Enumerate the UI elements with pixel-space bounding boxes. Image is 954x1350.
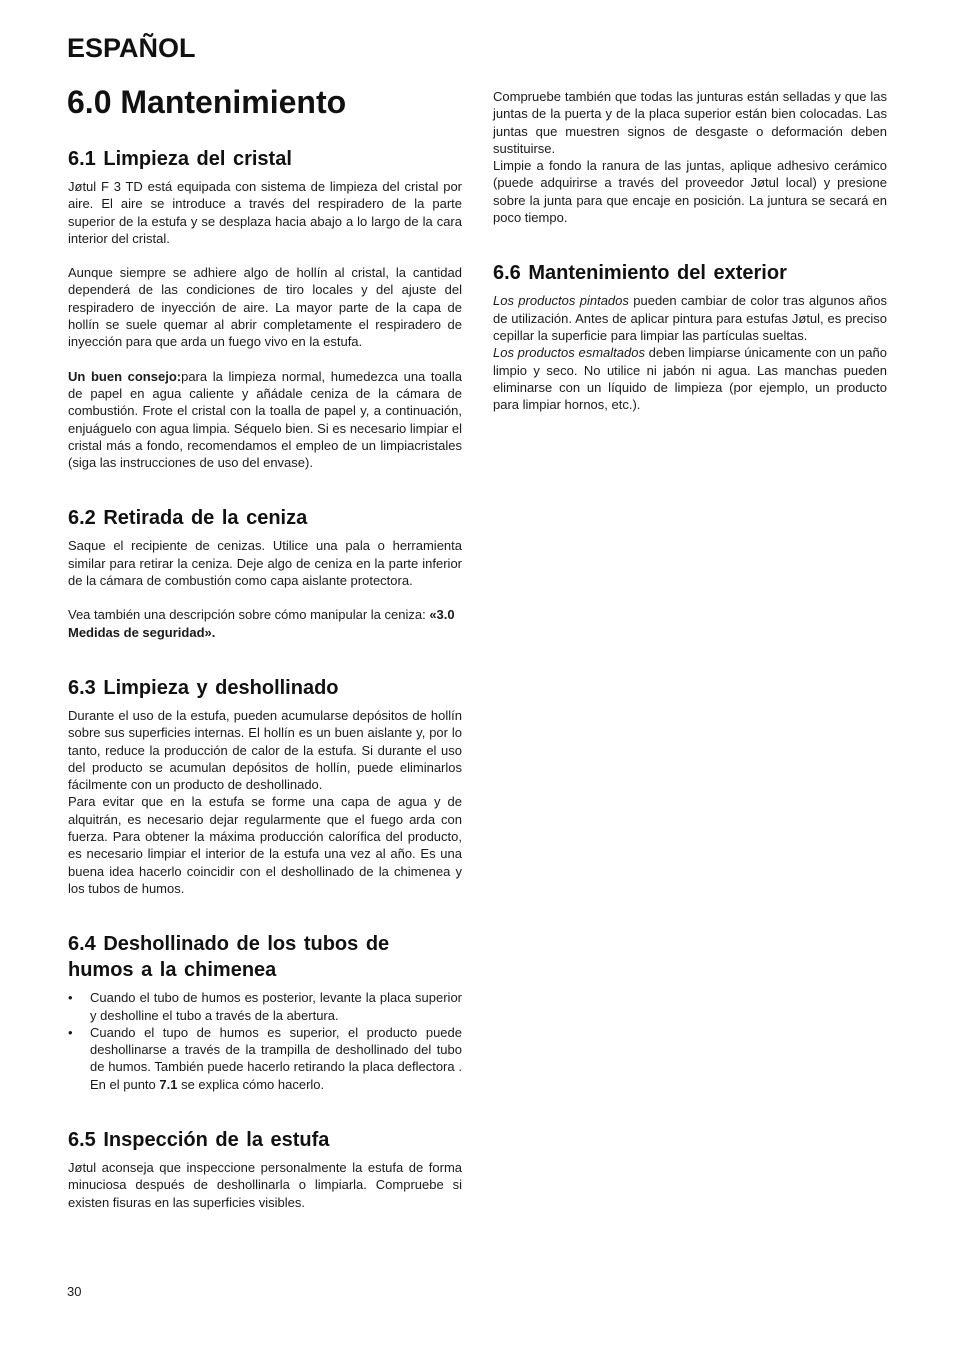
paragraph: Saque el recipiente de cenizas. Utilice una pala o herramienta similar para retirar la ceniza. Deje algo de ceniza en la parte inferior de la cámara de combustión como capa aislante protectora. (68, 538, 462, 589)
section-title-6-5: 6.5 Inspección de la estufa (68, 1128, 330, 1151)
tip-text: para la limpieza normal, humedezca una toalla de papel en agua caliente y añádale ceniza de la cámara de combustión. Frote el cristal con la toalla de papel y, a continuación, enjuáguelo con agua limpia. Séquelo bien. Si es necesario limpiar el cristal más a fondo, recomendamos el empleo de un limpiacristales (siga las instrucciones de uso del envase). (68, 368, 462, 471)
list-item-text: Cuando el tupo de humos es superior, el producto puede deshollinarse a través de la trampilla de deshollinado del tubo de humos. También puede hacerlo retirando la placa deflectora . En el punto (90, 1024, 462, 1092)
emphasis: Los productos esmaltados (493, 345, 645, 361)
section-title-6-2: 6.2 Retirada de la ceniza (68, 507, 308, 530)
paragraph-text: deben limpiarse únicamente con un paño limpio y seco. No utilice ni jabón ni agua. Las manchas pueden eliminarse con un líquido de limpieza (por ejemplo, un producto para limpiar hornos, etc.). (493, 345, 887, 413)
emphasis: Los productos pintados (493, 293, 629, 309)
section-title-6-6: 6.6 Mantenimiento del exterior (493, 262, 787, 285)
cross-reference: 7.1 (159, 1076, 178, 1092)
paragraph (493, 292, 887, 344)
tip-label: Un buen consejo: (68, 368, 182, 384)
list-item (68, 1024, 462, 1093)
bullet-list (68, 989, 462, 1093)
paragraph: Para evitar que en la estufa se forme una capa de agua y de alquitrán, es necesario dejar regularmente que el fuego arda con fuerza. Para obtener la máxima producción calorífica del producto, es necesario limpiar el interior de la estufa una vez al año. Es una buena idea hacerlo coincidir con el deshollinado de la chimenea y los tubos de humos. (68, 794, 462, 896)
section-title-6-4: 6.4 Deshollinado de los tubos de humos a la chimenea (68, 933, 390, 982)
right-column (493, 88, 887, 413)
paragraph (493, 344, 887, 413)
left-column (68, 146, 462, 1211)
section-title-6-3: 6.3 Limpieza y deshollinado (68, 676, 339, 699)
paragraph: Jøtul aconseja que inspeccione personalmente la estufa de forma minuciosa después de deshollinarla o limpiarla. Compruebe si existen fisuras en las superficies visibles. (68, 1159, 462, 1210)
paragraph (68, 606, 462, 641)
page-number: 30 (67, 1284, 82, 1299)
paragraph-text: pueden cambiar de color tras algunos años de utilización. Antes de aplicar pintura para estufas Jøtul, es preciso cepillar la superficie para limpiar las partículas sueltas. (493, 293, 887, 343)
cross-reference: «3.0 Medidas de seguridad». (68, 607, 455, 640)
paragraph: Aunque siempre se adhiere algo de hollín al cristal, la cantidad dependerá de las condiciones de tiro locales y del ajuste del respiradero de inyección de aire. La mayor parte de la capa de hollín se suele quemar al abrir completamente el respiradero de inyección para que arda un fuego vivo en la estufa. (68, 265, 462, 350)
tip-paragraph (68, 368, 462, 472)
list-item-text: se explica cómo hacerlo. (177, 1076, 325, 1092)
paragraph: Limpie a fondo la ranura de las juntas, aplique adhesivo cerámico (puede adquirirse a través del proveedor Jøtul local) y presione sobre la junta para que encaje en posición. La juntura se secará en poco tiempo. (493, 158, 887, 226)
paragraph: Jøtul F 3 TD está equipada con sistema de limpieza del cristal por aire. El aire se introduce a través del respiradero de la parte superior de la estufa y se desplaza hacia abajo a lo largo de la cara interior del cristal. (68, 179, 462, 246)
paragraph: Compruebe también que todas las junturas están selladas y que las juntas de la puerta y de la placa superior están bien colocadas. Las juntas que muestren signos de desgaste o deformación deben sustituirse. (493, 89, 887, 156)
paragraph: Durante el uso de la estufa, pueden acumularse depósitos de hollín sobre sus superficies internas. El hollín es un buen aislante y, por lo tanto, reduce la producción de calor de la estufa. Si durante el uso del producto se acumulan depósitos de hollín, puede eliminarlos fácilmente con un producto de deshollinado. (68, 707, 462, 793)
language-heading: ESPAÑOL (67, 33, 196, 63)
paragraph-text: Vea también una descripción sobre cómo manipular la ceniza: (68, 607, 430, 623)
list-item: • Cuando el tubo de humos es posterior, levante la placa superior y desholline el tubo a través de la abertura. (68, 989, 462, 1024)
page-title: 6.0 Mantenimiento (67, 84, 347, 120)
section-title-6-1: 6.1 Limpieza del cristal (68, 148, 292, 170)
